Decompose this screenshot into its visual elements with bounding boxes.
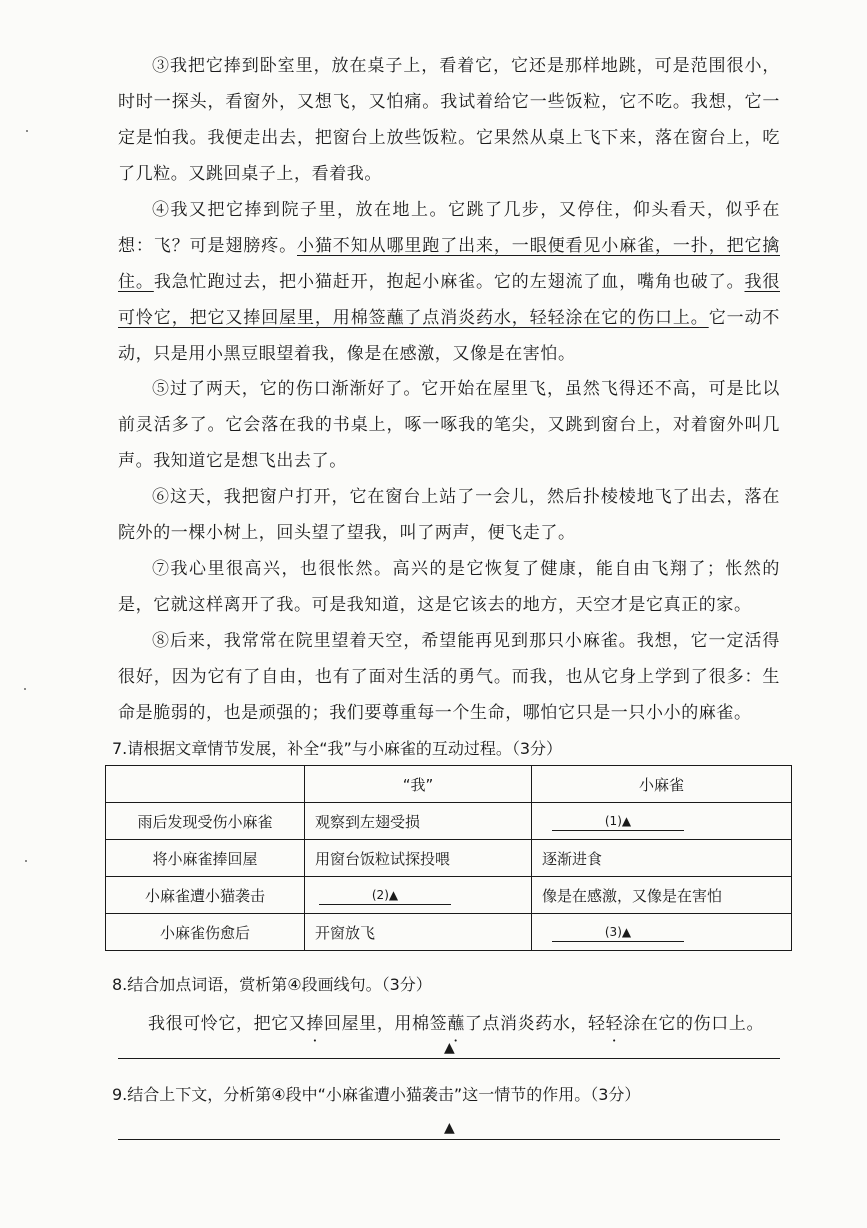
answer-marker-8: ▲ [444, 1040, 455, 1056]
table-row [106, 877, 792, 914]
paragraph-4-text-a: ④我又把它捧到院子里，放在地上。它跳了几步，又停住，仰头看天，似乎在想：飞？可是翅膀疼。 [118, 200, 780, 256]
table-cell-event: 将小麻雀捧回屋 [106, 840, 305, 877]
paragraph-4-underlined-2: 我很可怜它，把它又捧回屋里，用棉签蘸了点消炎药水，轻轻涂在它的伤口上。 [118, 272, 780, 328]
table-header-empty [106, 766, 305, 803]
question-7-prompt: 7.请根据文章情节发展，补全“我”与小麻雀的互动过程。（3分） [112, 739, 563, 758]
paragraph-6: ⑥这天，我把窗户打开，它在窗台上站了一会儿，然后扑棱棱地飞了出去，落在院外的一棵小树上，回头望了望我，叫了两声，便飞走了。 [118, 487, 780, 543]
table-cell-bird [532, 914, 792, 951]
table-cell-me: 用窗台饭粒试探投喂 [305, 840, 532, 877]
table-row [106, 840, 792, 877]
scan-speck [24, 688, 26, 690]
answer-blank-1[interactable]: (1)▲ [552, 812, 684, 831]
table-cell-bird: 像是在感激，又像是在害怕 [532, 877, 792, 914]
paragraph-4-text-b: 我急忙跑过去，把小猫赶开，抱起小麻雀。它的左翅流了血，嘴角也破了。 [153, 272, 745, 292]
table-cell-event: 小麻雀伤愈后 [106, 914, 305, 951]
answer-blank-3[interactable]: (3)▲ [552, 923, 684, 942]
table-cell-event: 小麻雀遭小猫袭击 [106, 877, 305, 914]
answer-blank-2[interactable]: (2)▲ [319, 886, 451, 905]
scan-speck [25, 860, 27, 862]
interaction-table [105, 765, 792, 951]
sentence-part: 回屋里，用棉签 [324, 1014, 448, 1034]
paragraph-4 [118, 192, 780, 372]
table-cell-event: 雨后发现受伤小麻雀 [106, 803, 305, 840]
table-row [106, 803, 792, 840]
answer-line-8[interactable] [118, 1058, 780, 1059]
table-row [106, 914, 792, 951]
scan-speck [26, 130, 28, 132]
table-header-bird: 小麻雀 [532, 766, 792, 803]
table-cell-me: 开窗放飞 [305, 914, 532, 951]
question-8-sentence [148, 1009, 764, 1034]
sentence-part: 在它的伤口上。 [640, 1014, 765, 1034]
answer-line-9[interactable] [118, 1139, 780, 1140]
dotted-word-zhan: 蘸 [447, 1014, 465, 1034]
paragraph-4-underlined-1: 小猫不知从哪里跑了出来，一眼便看见小麻雀，一扑，把它擒住。 [118, 236, 780, 292]
table-cell-bird [532, 803, 792, 840]
table-header-row [106, 766, 792, 803]
paragraph-8: ⑧后来，我常常在院里望着天空，希望能再见到那只小麻雀。我想，它一定活得很好，因为它有了自由，也有了面对生活的勇气。而我，也从它身上学到了很多：生命是脆弱的，也是顽强的；我们要尊重每一个生命，哪怕它只是一只小小的麻雀。 [118, 631, 780, 723]
dotted-word-peng: 捧 [306, 1014, 325, 1034]
question-9-prompt: 9.结合上下文，分析第④段中“小麻雀遭小猫袭击”这一情节的作用。（3分） [112, 1085, 641, 1104]
paragraph-7: ⑦我心里很高兴，也很怅然。高兴的是它恢复了健康，能自由飞翔了；怅然的是，它就这样离开了我。可是我知道，这是它该去的地方，天空才是它真正的家。 [118, 559, 780, 615]
dotted-word-qingqingtu: 轻轻涂 [588, 1014, 641, 1034]
sentence-part: 我很可怜它，把它又 [148, 1014, 307, 1034]
table-cell-me [305, 877, 532, 914]
sentence-part: 了点消炎药水， [464, 1014, 589, 1034]
table-cell-bird: 逐渐进食 [532, 840, 792, 877]
answer-marker-9: ▲ [444, 1120, 455, 1136]
table-header-me: “我” [305, 766, 532, 803]
paragraph-3: ③我把它捧到卧室里，放在桌子上，看着它，它还是那样地跳，可是范围很小，时时一探头，看窗外，又想飞，又怕痛。我试着给它一些饭粒，它不吃。我想，它一定是怕我。我便走出去，把窗台上放些饭粒。它果然从桌上飞下来，落在窗台上，吃了几粒。又跳回桌子上，看着我。 [118, 56, 780, 184]
question-8-prompt: 8.结合加点词语，赏析第④段画线句。（3分） [112, 975, 432, 994]
paragraph-5: ⑤过了两天，它的伤口渐渐好了。它开始在屋里飞，虽然飞得还不高，可是比以前灵活多了。它会落在我的书桌上，啄一啄我的笔尖，又跳到窗台上，对着窗外叫几声。我知道它是想飞出去了。 [118, 379, 780, 471]
paragraph-4-text-c: 它一动不动，只是用小黑豆眼望着我，像是在感激，又像是在害怕。 [118, 308, 780, 364]
table-cell-me: 观察到左翅受损 [305, 803, 532, 840]
